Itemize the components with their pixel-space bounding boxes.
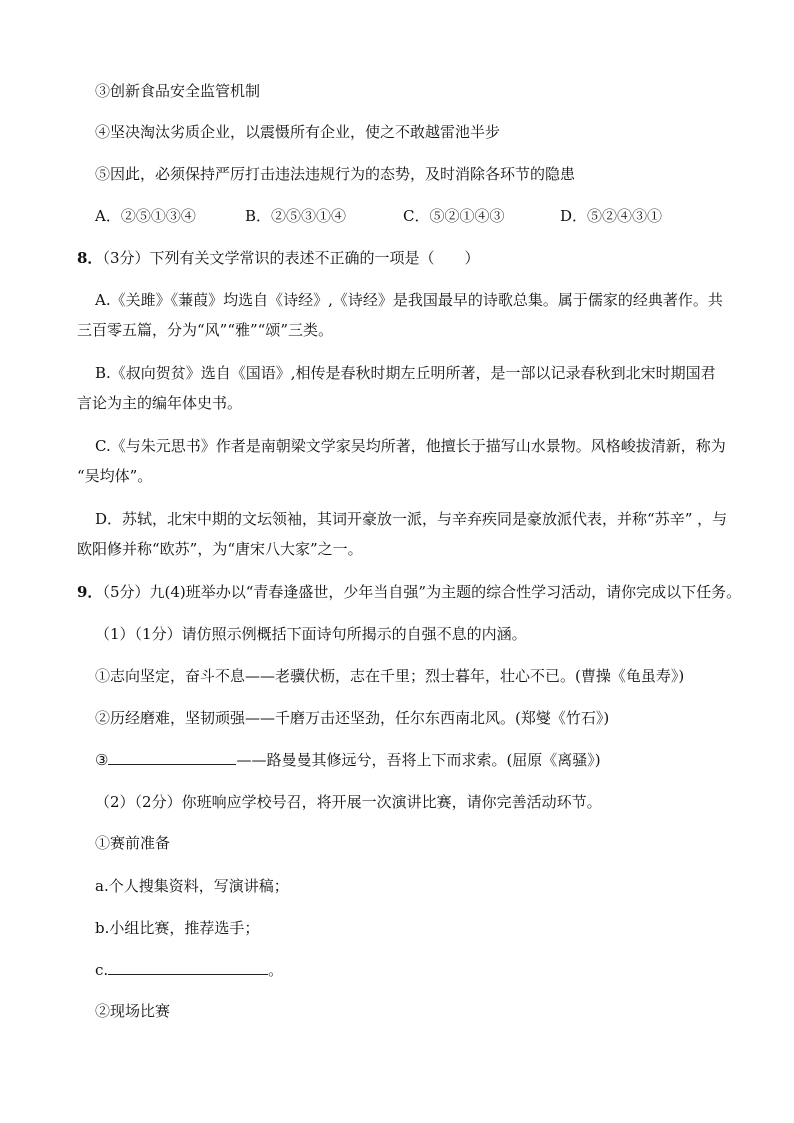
q8-option-d-line1: D．苏轼，北宋中期的文坛领袖，其词开豪放一派，与辛弃疾同是豪放派代表，并称“苏辛” ，与 (95, 510, 728, 528)
q8-option-b-line2: 言论为主的编年体史书。 (77, 394, 243, 412)
q9-prep-heading: ①赛前准备 (95, 834, 171, 852)
q9-example-1: ①志向坚定，奋斗不息——老骥伏枥，志在千里；烈士暮年，壮心不已。(曹操《龟虽寿》) (95, 667, 685, 685)
q8-option-a-line1: A.《关雎》《蒹葭》均选自《诗经》,《诗经》是我国最早的诗歌总集。属于儒家的经典著作。共 (95, 291, 723, 309)
q8-option-d-line2: 欧阳修并称“欧苏”，为“唐宋八大家”之一。 (77, 540, 363, 558)
q9-answer-blank-2[interactable] (108, 960, 268, 975)
q9-stem: （5分）九(4)班举办以“青春逢盛世，少年当自强”为主题的综合性学习活动，请你完成以下任务。 (102, 583, 742, 601)
q8-option-b-line1: B.《叔向贺贫》选自《国语》,相传是春秋时期左丘明所著，是一部以记录春秋到北宋时期国君 (95, 364, 716, 382)
q9-answer-blank-1[interactable] (108, 750, 236, 765)
q9-number: 9． (77, 583, 103, 601)
q7-item-3: ③创新食品安全监管机制 (95, 82, 261, 100)
q8-stem: （3分）下列有关文学常识的表述不正确的一项是（ ） (102, 249, 480, 267)
q9-live-heading: ②现场比赛 (95, 1002, 171, 1020)
q9-prep-c (95, 960, 283, 980)
q8-option-c-line2: “吴均体”。 (77, 467, 153, 485)
q8-option-c-line1: C.《与朱元思书》作者是南朝梁文学家吴均所著，他擅长于描写山水景物。风格峻拔清新，称为 (95, 437, 726, 455)
q7-item-5: ⑤因此，必须保持严厉打击违法违规行为的态势，及时消除各环节的隐患 (95, 165, 576, 183)
q7-option-c: C．⑤②①④③ (403, 207, 505, 225)
q9-example-3-suffix: ——路曼曼其修远兮，吾将上下而求索。(屈原《离骚》) (236, 751, 601, 769)
q9-prep-c-prefix: c. (95, 961, 109, 979)
q7-item-4: ④坚决淘汰劣质企业，以震慑所有企业，使之不敢越雷池半步 (95, 123, 501, 141)
q9-example-2: ②历经磨难，坚韧顽强——千磨万击还坚劲，任尔东西南北风。(郑燮《竹石》) (95, 709, 610, 727)
q8-number: 8． (77, 249, 103, 267)
q7-option-b: B．②⑤③①④ (245, 207, 347, 225)
q9-question (77, 582, 741, 602)
q9-prep-b: b.小组比赛，推荐选手； (95, 919, 260, 937)
q9-example-3 (95, 750, 601, 770)
q9-sub2: （2）（2分）你班响应学校号召，将开展一次演讲比赛，请你完善活动环节。 (95, 793, 602, 811)
q9-example-3-prefix: ③ (95, 751, 109, 769)
q7-option-d: D．⑤②④③① (560, 207, 663, 225)
q9-sub1: （1）（1分）请仿照示例概括下面诗句所揭示的自强不息的内涵。 (95, 625, 527, 643)
q8-question (77, 248, 479, 268)
q8-option-a-line2: 三百零五篇，分为“风”“雅”“颂”三类。 (77, 321, 334, 339)
q7-option-a: A．②⑤①③④ (95, 207, 196, 225)
q9-prep-c-suffix: 。 (268, 961, 284, 979)
q9-prep-a: a.个人搜集资料，写演讲稿； (95, 877, 289, 895)
